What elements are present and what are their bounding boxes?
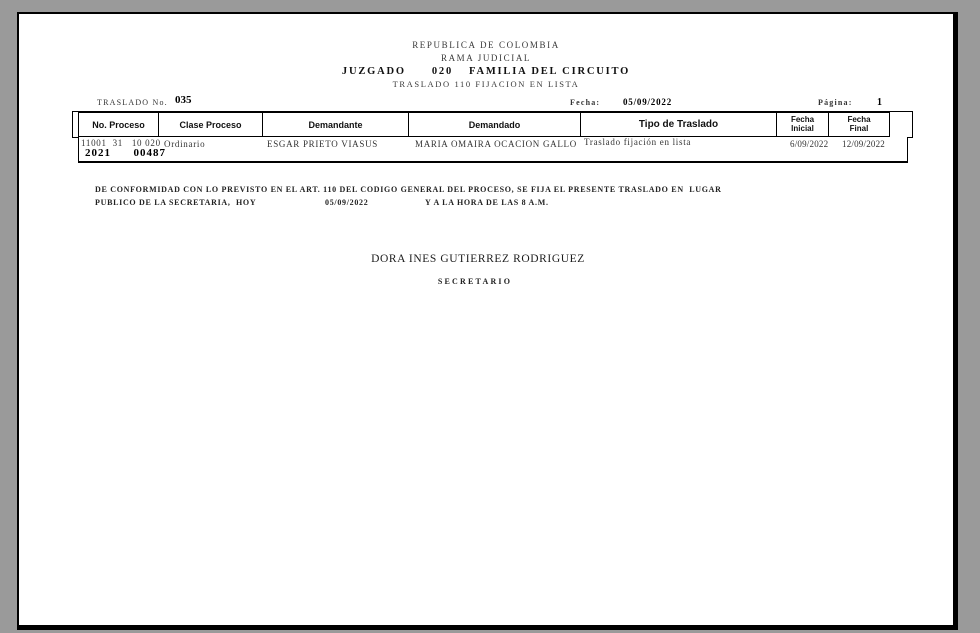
pagina-value: 1 [877,97,882,108]
col-header-fecha-inicial [776,112,829,137]
pagina-label: Página: [818,98,853,107]
document-heading [19,39,953,91]
signature-title: SECRETARIO [437,277,513,286]
col-header-demandante: Demandante [262,112,409,137]
traslado-no-label: TRASLADO No. [97,98,168,107]
document-page [17,12,958,630]
traslado-no-value: 035 [175,94,192,106]
court-number: 020 [431,66,454,77]
fecha-value: 05/09/2022 [623,97,673,107]
signature-name: DORA INES GUTIERREZ RODRIGUEZ [371,253,585,265]
heading-republic: REPUBLICA DE COLOMBIA [412,40,560,50]
cell-demandado: MARIA OMAIRA OCACION GALLO [415,139,577,149]
cell-proceso-line1: 11001 31 10 020 [81,138,161,148]
fecha-final-line1: Fecha [847,115,871,124]
heading-subtitle: TRASLADO 110 FIJACION EN LISTA [392,79,580,89]
fecha-inicial-line1: Fecha [790,115,815,124]
col-header-clase-proceso: Clase Proceso [158,112,263,137]
court-name: FAMILIA DEL CIRCUITO [469,66,631,77]
cell-clase-proceso: Ordinario [164,139,206,149]
cell-demandante: ESGAR PRIETO VIASUS [267,139,378,149]
col-header-fecha-final [828,112,890,137]
notice-line2-end: Y A LA HORA DE LAS 8 A.M. [425,198,549,207]
fecha-final-line2: Final [849,123,869,133]
fecha-label: Fecha: [570,98,601,107]
col-header-no-proceso: No. Proceso [78,112,159,137]
cell-fecha-final: 12/09/2022 [842,139,886,149]
table-row [78,137,908,163]
notice-line2-start: PUBLICO DE LA SECRETARIA, HOY [95,198,257,207]
notice-line1: DE CONFORMIDAD CON LO PREVISTO EN EL ART. 110 DEL CODIGO GENERAL DEL PROCESO, SE FIJA EL PRESENTE TRASLADO EN LUGAR [95,185,722,194]
court-label: JUZGADO [341,66,406,77]
col-header-demandado: Demandado [408,112,581,137]
cell-proceso-line2: 2021 00487 [85,147,166,159]
heading-court [19,65,953,78]
fecha-inicial-line2: Inicial [791,123,814,133]
table-header-row [72,111,913,138]
cell-fecha-inicial: 6/09/2022 [790,139,829,149]
col-header-tipo-traslado: Tipo de Traslado [580,112,777,137]
cell-tipo-traslado: Traslado fijación en lista [584,137,692,147]
notice-line2-date: 05/09/2022 [325,198,369,207]
heading-rama-judicial: RAMA JUDICIAL [440,53,532,63]
